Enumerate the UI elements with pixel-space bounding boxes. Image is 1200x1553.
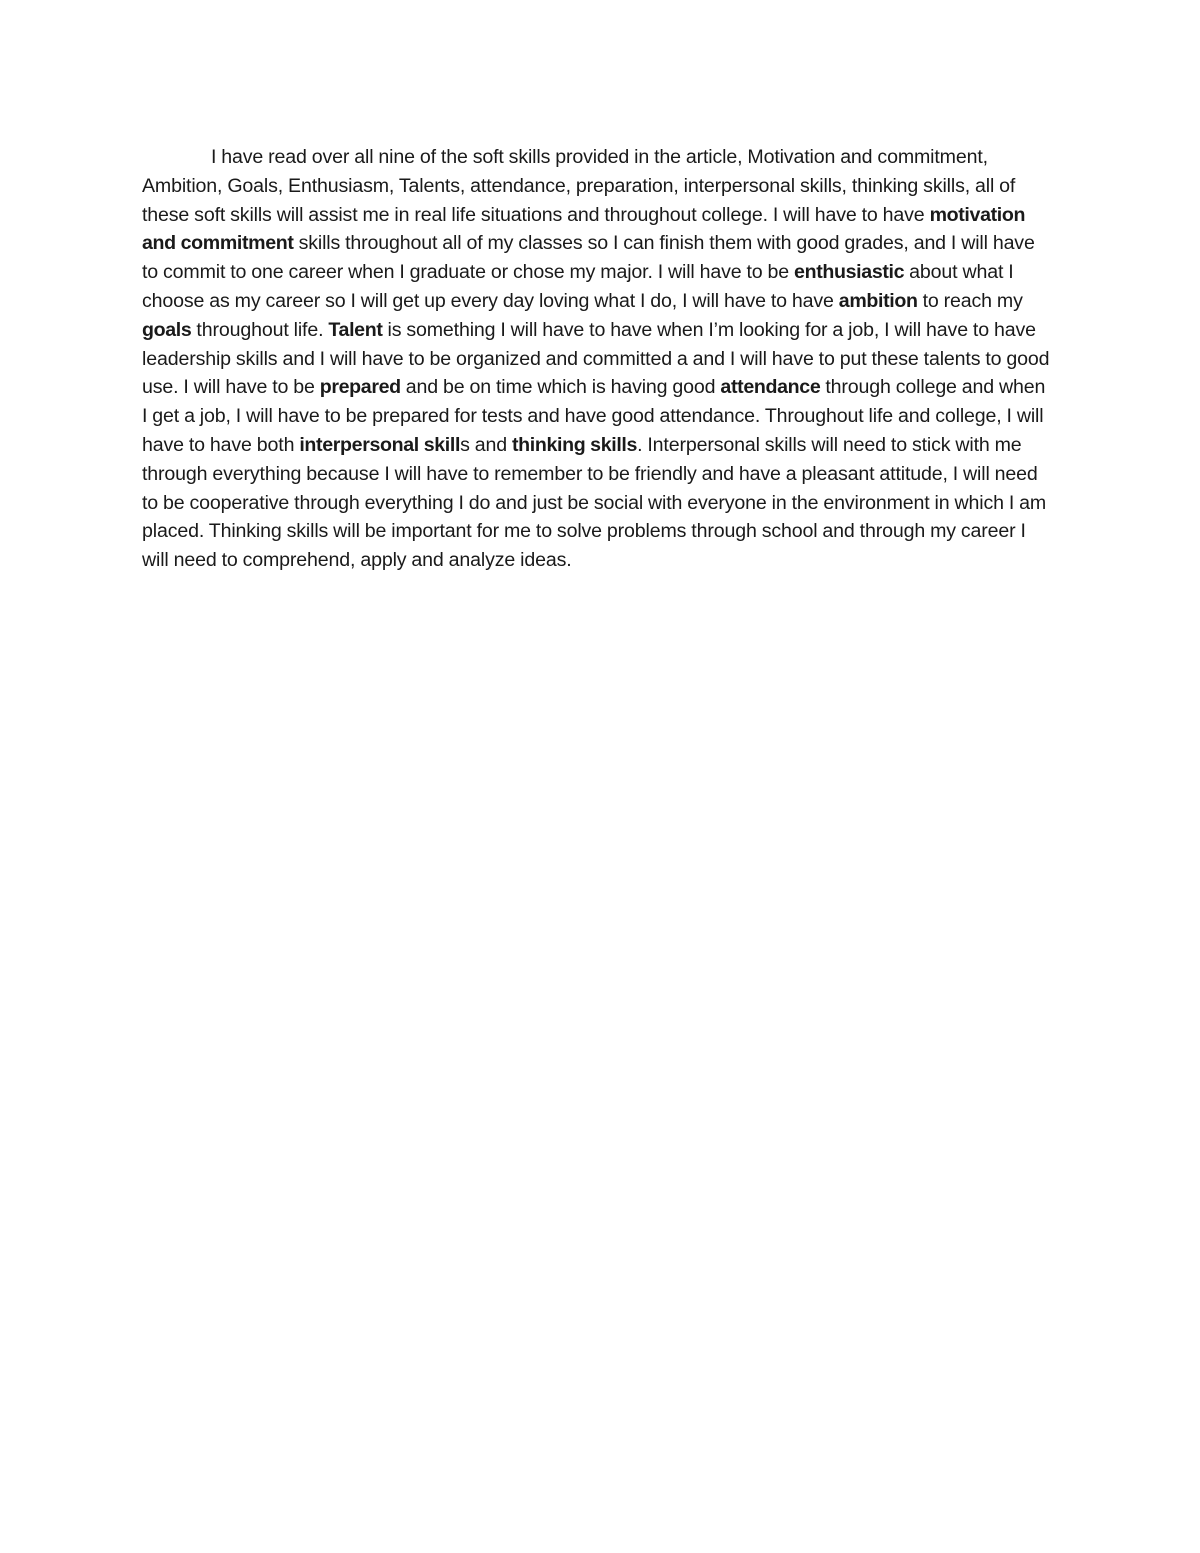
bold-term-prepared: prepared	[319, 376, 401, 399]
text-run: through college and when I get a job, I will have to be prepared for tests and have good attendance. Throughout life and college, I will have to have both	[142, 376, 1046, 456]
text-run: I have read over all nine of the soft skills provided in the article, Motivation and commitment, Ambition, Goals, Enthusiasm, Talents, attendance, preparation, interpersonal skills, thinking skills, all of these soft skills will assist me in real life situations and throughout college. I will have to have	[142, 146, 1016, 226]
text-run: to reach my	[917, 289, 1023, 312]
text-run: . Interpersonal skills will need to stick with me through everything because I will have to remember to be friendly and have a pleasant attitude, I will need to be cooperative through everything I do and just be social with everyone in the environment in which I am placed. Thinking skills will be important for me to solve problems through school and through my career I will need to comprehend, apply and analyze ideas.	[142, 433, 1047, 572]
bold-term-talent: Talent	[328, 318, 383, 341]
body-paragraph	[142, 143, 1054, 575]
text-run: s and	[460, 433, 512, 456]
text-run: is something I will have to have when I’m looking for a job, I will have to have leadership skills and I will have to be organized and committed a and I will have to put these talents to good use. I will have to be	[142, 318, 1050, 399]
bold-term-attendance: attendance	[720, 376, 821, 399]
bold-term-motivation-and-commitment: motivation and commitment	[142, 203, 1026, 255]
bold-term-interpersonal-skill: interpersonal skill	[299, 433, 461, 456]
text-run: throughout life.	[191, 318, 329, 341]
bold-term-ambition: ambition	[838, 289, 918, 312]
text-run: about what I choose as my career so I will get up every day loving what I do, I will have to have	[142, 261, 1014, 312]
bold-term-thinking-skills: thinking skills	[511, 433, 638, 456]
bold-term-enthusiastic: enthusiastic	[794, 261, 905, 284]
text-run: and be on time which is having good	[400, 376, 721, 399]
bold-term-goals: goals	[142, 318, 192, 341]
text-run: skills throughout all of my classes so I can finish them with good grades, and I will have to commit to one career when I graduate or chose my major. I will have to be	[142, 232, 1035, 284]
